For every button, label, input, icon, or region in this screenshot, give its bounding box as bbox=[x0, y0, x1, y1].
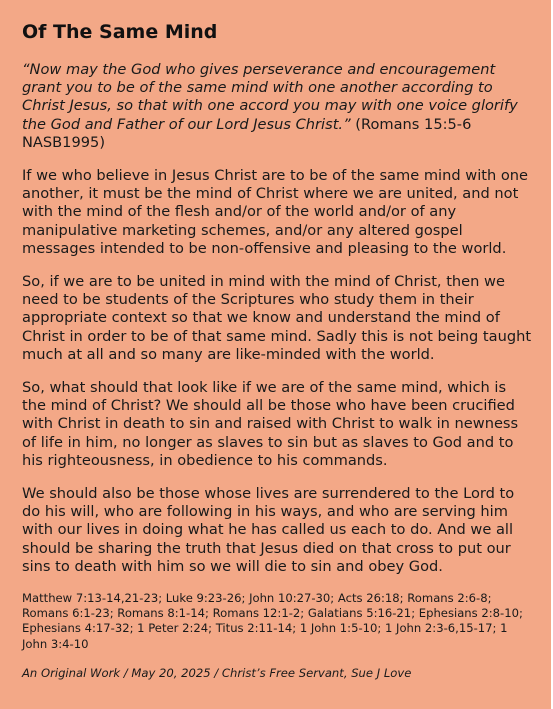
body-paragraph-3: So, what should that look like if we are of the same mind, which is the mind of Christ? We should all be those who have been crucified with Christ in death to sin and raised with Christ to walk in newness of life in him, no longer as slaves to sin but as slaves to God and to his righteousness, in obedience to his commands. bbox=[22, 379, 519, 469]
scripture-references: Matthew 7:13-14,21-23; Luke 9:23-26; John 10:27-30; Acts 26:18; Romans 2:6-8; Romans 6:1-23; Romans 8:1-14; Romans 12:1-2; Galatians 5:16-21; Ephesians 2:8-10; Ephesians 4:17-32; 1 Peter 2:24; Titus 2:11-14; 1 John 1:5-10; 1 John 2:3-6,15-17; 1 John 3:4-10 bbox=[22, 591, 523, 651]
body-paragraph-2: So, if we are to be united in mind with the mind of Christ, then we need to be students of the Scriptures who study them in their appropriate context so that we know and understand the mind of Christ in order to be of that same mind. Sadly this is not being taught much at all and so many are like-minded with the world. bbox=[22, 273, 532, 363]
page-title: Of The Same Mind bbox=[22, 21, 218, 43]
quote-text: “Now may the God who gives perseverance and encouragement grant you to be of the same mind with one another according to Christ Jesus, so that with one accord you may with one voice glorify the God and Father of our Lord Jesus Christ.” bbox=[22, 61, 518, 133]
scripture-quote bbox=[22, 61, 533, 152]
body-paragraph-4: We should also be those whose lives are surrendered to the Lord to do his will, who are following in his ways, and who are serving him with our lives in doing what he has called us each to do. And we all should be sharing the truth that Jesus died on that cross to put our sins to death with him so we will die to sin and obey God. bbox=[22, 485, 515, 575]
body-paragraph-1: If we who believe in Jesus Christ are to be of the same mind with one another, it must be the mind of Christ where we are united, and not with the mind of the flesh and/or of the world and/or of any manipulative marketing schemes, and/or any altered gospel messages intended to be non-offensive and pleasing to the world. bbox=[22, 167, 529, 257]
attribution-footer: An Original Work / May 20, 2025 / Christ’s Free Servant, Sue J Love bbox=[22, 665, 412, 680]
quote-reference: (Romans 15:5-6 NASB1995) bbox=[22, 115, 472, 151]
